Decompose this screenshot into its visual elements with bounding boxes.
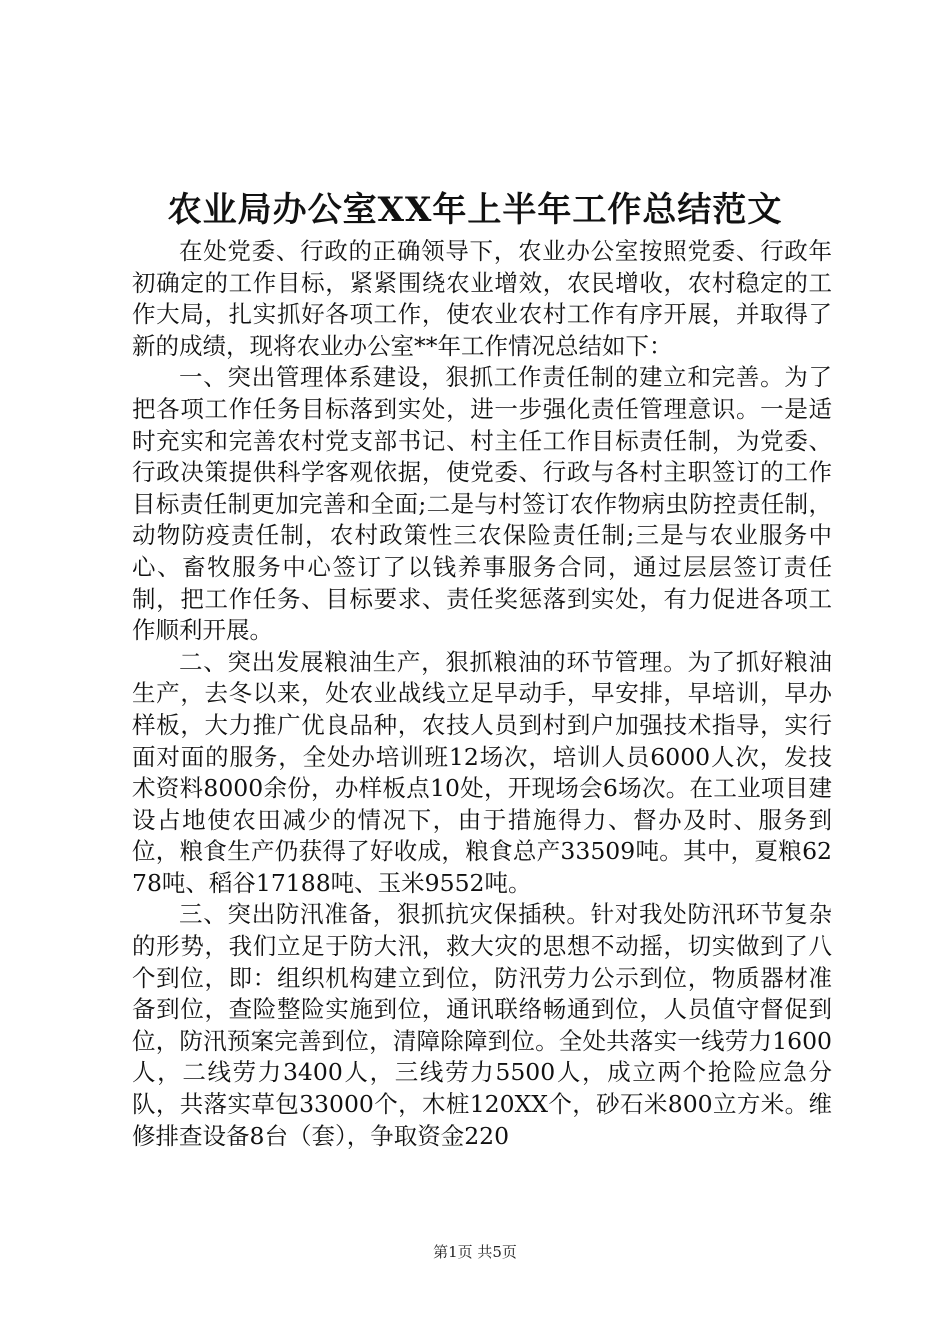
section-3-paragraph: 三、突出防汛准备，狠抓抗灾保插秧。针对我处防汛环节复杂的形势，我们立足于防大汛，救大灾的思想不动摇，切实做到了八个到位，即：组织机构建立到位，防汛劳力公示到位，物质器材准备到位，查险整险实施到位，通讯联络畅通到位，人员值守督促到位，防汛预案完善到位，清障除障到位。全处共落实一线劳力1600人，二线劳力3400人，三线劳力5500人，成立两个抢险应急分队，共落实草包33000个，木桩120XX个，砂石米800立方米。维修排查设备8台（套），争取资金220 bbox=[132, 900, 832, 1150]
document-body bbox=[132, 236, 832, 1152]
section-2-paragraph: 二、突出发展粮油生产，狠抓粮油的环节管理。为了抓好粮油生产，去冬以来，处农业战线立足早动手，早安排，早培训，早办样板，大力推广优良品种，农技人员到村到户加强技术指导，实行面对面的服务，全处办培训班12场次，培训人员6000人次，发技术资料8000余份，办样板点10处，开现场会6场次。在工业项目建设占地使农田减少的情况下，由于措施得力、督办及时、服务到位，粮食生产仍获得了好收成，粮食总产33509吨。其中，夏粮6278吨、稻谷17188吨、玉米9552吨。 bbox=[132, 647, 832, 897]
document-title: 农业局办公室XX年上半年工作总结范文 bbox=[167, 190, 783, 230]
section-1-paragraph: 一、突出管理体系建设，狠抓工作责任制的建立和完善。为了把各项工作任务目标落到实处，进一步强化责任管理意识。一是适时充实和完善农村党支部书记、村主任工作目标责任制，为党委、行政决策提供科学客观依据，使党委、行政与各村主职签订的工作目标责任制更加完善和全面;二是与村签订农作物病虫防控责任制，动物防疫责任制，农村政策性三农保险责任制;三是与农业服务中心、畜牧服务中心签订了以钱养事服务合同，通过层层签订责任制，把工作任务、目标要求、责任奖惩落到实处，有力促进各项工作顺利开展。 bbox=[132, 363, 832, 645]
page-number-footer: 第1页 共5页 bbox=[433, 1243, 517, 1261]
intro-paragraph: 在处党委、行政的正确领导下，农业办公室按照党委、行政年初确定的工作目标，紧紧围绕农业增效，农民增收，农村稳定的工作大局，扎实抓好各项工作，使农业农村工作有序开展，并取得了新的成绩，现将农业办公室**年工作情况总结如下： bbox=[132, 237, 832, 360]
